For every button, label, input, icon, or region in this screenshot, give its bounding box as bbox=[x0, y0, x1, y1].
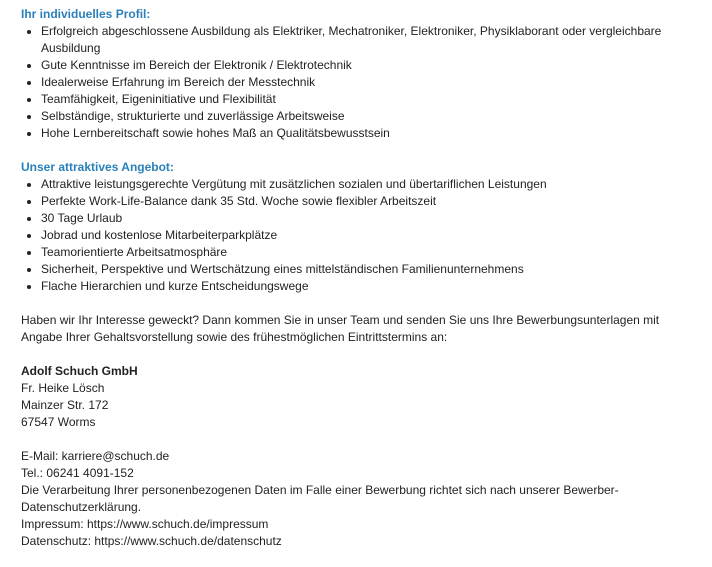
profile-item: • Gute Kenntnisse im Bereich der Elektronik / Elektrotechnik bbox=[41, 57, 691, 74]
spacer bbox=[21, 431, 691, 448]
profile-item: • Hohe Lernbereitschaft sowie hohes Maß an Qualitätsbewusstsein bbox=[41, 125, 691, 142]
contact-person: Fr. Heike Lösch bbox=[21, 381, 105, 395]
profile-item: • Teamfähigkeit, Eigeninitiative und Flexibilität bbox=[41, 91, 691, 108]
datenschutz-link: Datenschutz: https://www.schuch.de/datenschutz bbox=[21, 534, 282, 548]
spacer bbox=[21, 142, 691, 159]
offer-item: • Attraktive leistungsgerechte Vergütung mit zusätzlichen sozialen und übertariflichen Leistungen bbox=[41, 176, 691, 193]
contact-email: E-Mail: karriere@schuch.de bbox=[21, 449, 170, 463]
profile-heading: Ihr individuelles Profil: bbox=[21, 7, 151, 21]
offer-heading: Unser attraktives Angebot: bbox=[21, 160, 174, 174]
company-name: Adolf Schuch GmbH bbox=[21, 364, 138, 378]
privacy-note: Die Verarbeitung Ihrer personenbezogenen Daten im Falle einer Bewerbung richtet sich nach unserer Bewerber-Datenschutzerklärung. bbox=[21, 483, 619, 514]
offer-item: • Sicherheit, Perspektive und Wertschätzung eines mittelständischen Familienunternehmens bbox=[41, 261, 691, 278]
profile-list bbox=[21, 23, 691, 142]
offer-item: • Teamorientierte Arbeitsatmosphäre bbox=[41, 244, 691, 261]
impressum-link: Impressum: https://www.schuch.de/impressum bbox=[21, 517, 269, 531]
profile-item: • Erfolgreich abgeschlossene Ausbildung als Elektriker, Mechatroniker, Elektroniker, Physiklaborant oder vergleichbare Ausbildung bbox=[41, 23, 691, 57]
profile-item: • Selbständige, strukturierte und zuverlässige Arbeitsweise bbox=[41, 108, 691, 125]
offer-item: • Jobrad und kostenlose Mitarbeiterparkplätze bbox=[41, 227, 691, 244]
spacer bbox=[21, 346, 691, 363]
application-intro: Haben wir Ihr Interesse geweckt? Dann kommen Sie in unser Team und senden Sie uns Ihre Bewerbungsunterlagen mit Angabe Ihrer Gehaltsvorstellung sowie des frühestmöglichen Eintrittstermins an: bbox=[21, 313, 660, 344]
contact-street: Mainzer Str. 172 bbox=[21, 398, 109, 412]
job-ad-content bbox=[21, 6, 691, 550]
offer-item: • Flache Hierarchien und kurze Entscheidungswege bbox=[41, 278, 691, 295]
offer-item: • 30 Tage Urlaub bbox=[41, 210, 691, 227]
offer-item: • Perfekte Work-Life-Balance dank 35 Std. Woche sowie flexibler Arbeitszeit bbox=[41, 193, 691, 210]
contact-city: 67547 Worms bbox=[21, 415, 96, 429]
profile-item: • Idealerweise Erfahrung im Bereich der Messtechnik bbox=[41, 74, 691, 91]
contact-phone: Tel.: 06241 4091-152 bbox=[21, 466, 134, 480]
spacer bbox=[21, 295, 691, 312]
offer-list bbox=[21, 176, 691, 295]
